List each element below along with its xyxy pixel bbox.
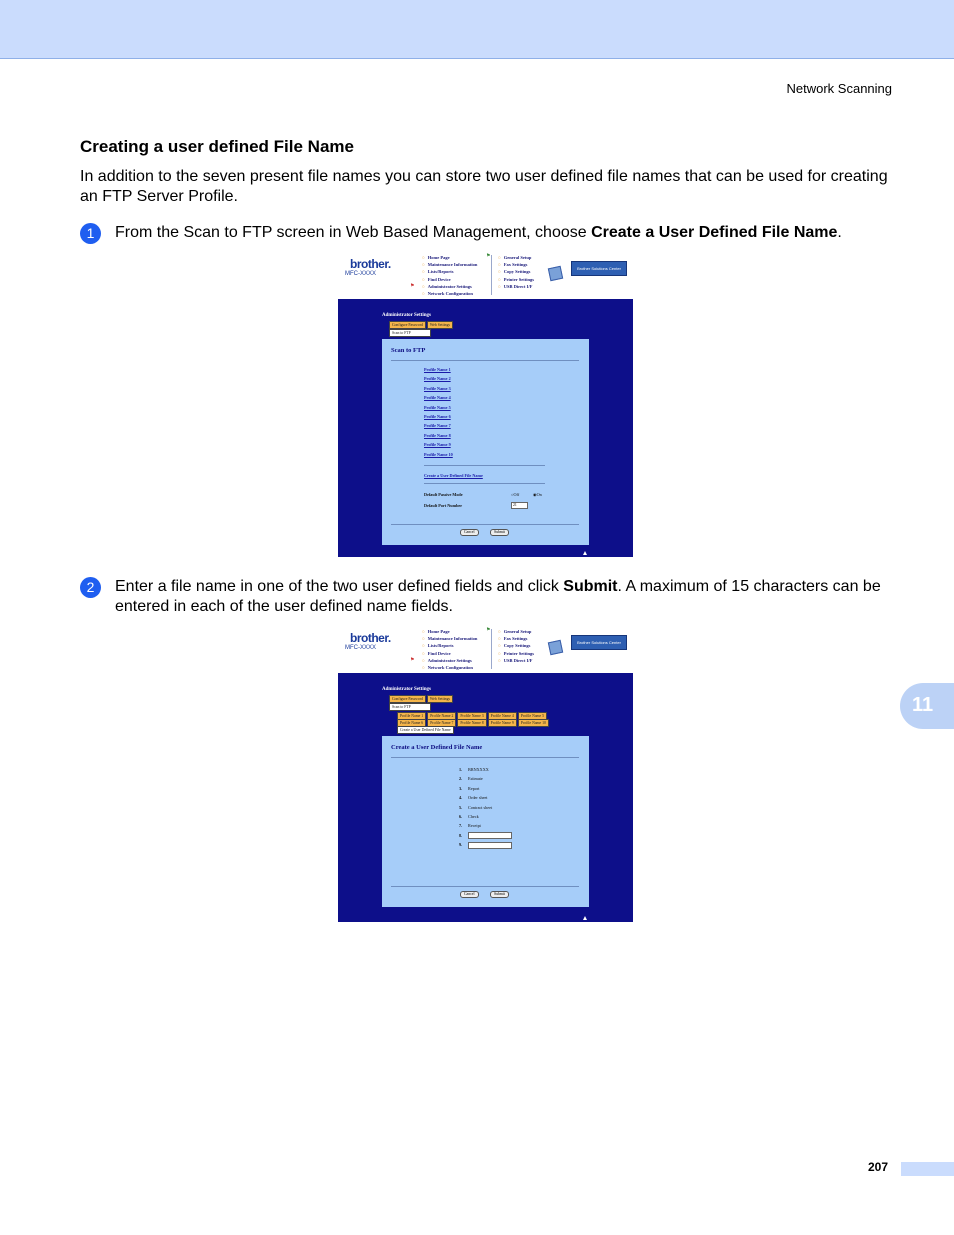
menu-home-page[interactable]: ○ Home Page bbox=[422, 628, 477, 635]
divider bbox=[391, 886, 579, 887]
menu-find-device[interactable]: ○ Find Device bbox=[422, 276, 477, 283]
menu-fax-settings[interactable]: ○ Fax Settings bbox=[498, 261, 534, 268]
main-menu-right bbox=[498, 628, 534, 664]
divider bbox=[391, 524, 579, 525]
menu-lists-reports[interactable]: ○ Lists/Reports bbox=[422, 642, 477, 649]
section-heading: Creating a user defined File Name bbox=[80, 137, 354, 156]
submit-button[interactable]: Submit bbox=[490, 529, 509, 536]
profile-tab[interactable]: Profile Name 5 bbox=[518, 712, 547, 720]
profile-tab[interactable]: Profile Name 3 bbox=[457, 712, 486, 720]
menu-copy-settings[interactable]: ○ Copy Settings bbox=[498, 642, 534, 649]
help-book-icon[interactable] bbox=[548, 640, 563, 655]
profile-link[interactable]: Profile Name 7 bbox=[424, 423, 451, 429]
profile-link[interactable]: Profile Name 8 bbox=[424, 432, 451, 438]
panel-title: Scan to FTP bbox=[391, 347, 426, 354]
menu-maintenance-information[interactable]: ○ Maintenance Information bbox=[422, 261, 477, 268]
step-text: Enter a file name in one of the two user defined fields and click Submit. A maximum of 15 characters can be entered in each of the user defined name fields. bbox=[115, 578, 881, 615]
profile-link[interactable]: Profile Name 2 bbox=[424, 376, 451, 382]
port-number-input[interactable]: 21 bbox=[511, 502, 528, 509]
scroll-top-icon[interactable] bbox=[583, 551, 587, 555]
model-name: MFC-XXXX bbox=[345, 645, 377, 651]
page-number-bar bbox=[901, 1162, 954, 1176]
scan-to-ftp-panel bbox=[382, 339, 589, 545]
menu-divider bbox=[491, 255, 492, 295]
file-name-row: 3. Report bbox=[459, 785, 480, 791]
profile-tab[interactable]: Profile Name 7 bbox=[427, 719, 456, 727]
divider bbox=[424, 465, 545, 466]
flag-icon: ⚑ bbox=[486, 628, 491, 633]
profile-tab[interactable]: Profile Name 2 bbox=[427, 712, 456, 720]
profile-tab[interactable]: Profile Name 9 bbox=[488, 719, 517, 727]
tab-create-user-defined-file-name[interactable]: Create a User Defined File Name bbox=[397, 726, 454, 734]
intro-paragraph: In addition to the seven present file names you can store two user defined file names that can be used for creating an FTP Server Profile. bbox=[80, 168, 888, 205]
profile-link[interactable]: Profile Name 3 bbox=[424, 385, 451, 391]
main-menu-left bbox=[422, 254, 477, 297]
solutions-center-button[interactable]: Brother Solutions Center bbox=[571, 635, 627, 650]
menu-network-configuration[interactable]: ○ Network Configuration bbox=[422, 290, 477, 297]
passive-on-radio[interactable]: ◉On bbox=[533, 492, 542, 497]
chapter-tab: 11 bbox=[900, 683, 954, 729]
profile-link[interactable]: Profile Name 10 bbox=[424, 451, 453, 457]
divider bbox=[424, 483, 545, 484]
main-menu-left bbox=[422, 628, 477, 671]
flag-icon: ⚑ bbox=[410, 658, 415, 663]
web-ui-content bbox=[338, 673, 633, 922]
menu-usb-direct[interactable]: ○ USB Direct I/F bbox=[498, 283, 534, 290]
admin-settings-title: Administrator Settings bbox=[382, 687, 431, 692]
admin-tabs bbox=[389, 321, 454, 329]
profile-tab[interactable]: Profile Name 4 bbox=[488, 712, 517, 720]
menu-copy-settings[interactable]: ○ Copy Settings bbox=[498, 268, 534, 275]
menu-divider bbox=[491, 629, 492, 669]
passive-off-radio[interactable]: ○Off bbox=[511, 492, 520, 497]
brother-logo: brother. bbox=[350, 631, 391, 645]
cancel-button[interactable]: Cancel bbox=[460, 891, 479, 898]
divider bbox=[391, 360, 579, 361]
menu-maintenance-information[interactable]: ○ Maintenance Information bbox=[422, 635, 477, 642]
file-name-row: 4. Order sheet bbox=[459, 795, 488, 801]
menu-usb-direct[interactable]: ○ USB Direct I/F bbox=[498, 657, 534, 664]
menu-printer-settings[interactable]: ○ Printer Settings bbox=[498, 650, 534, 657]
profile-link[interactable]: Profile Name 4 bbox=[424, 395, 451, 401]
web-ui-header bbox=[338, 627, 633, 673]
step-number-badge: 1 bbox=[80, 223, 101, 244]
page-number: 207 bbox=[868, 1160, 889, 1174]
menu-fax-settings[interactable]: ○ Fax Settings bbox=[498, 635, 534, 642]
tab-web-settings[interactable]: Web Settings bbox=[427, 695, 453, 703]
profile-link[interactable]: Profile Name 6 bbox=[424, 414, 451, 420]
file-name-row: 2. Estimate bbox=[459, 776, 483, 782]
step-2 bbox=[80, 577, 910, 617]
file-name-list bbox=[459, 765, 512, 850]
cancel-button[interactable]: Cancel bbox=[460, 529, 479, 536]
menu-administrator-settings[interactable]: ○ Administrator Settings bbox=[422, 283, 477, 290]
menu-find-device[interactable]: ○ Find Device bbox=[422, 650, 477, 657]
web-ui-header bbox=[338, 253, 633, 299]
divider bbox=[391, 757, 579, 758]
web-ui-content bbox=[338, 299, 633, 557]
profile-link[interactable]: Profile Name 5 bbox=[424, 404, 451, 410]
passive-mode-label: Default Passive Mode bbox=[424, 492, 463, 497]
user-defined-row-9: 9. bbox=[459, 840, 512, 849]
port-number-label: Default Port Number bbox=[424, 503, 463, 508]
menu-lists-reports[interactable]: ○ Lists/Reports bbox=[422, 268, 477, 275]
menu-administrator-settings[interactable]: ○ Administrator Settings bbox=[422, 657, 477, 664]
tab-web-settings[interactable]: Web Settings bbox=[427, 321, 453, 329]
help-book-icon[interactable] bbox=[548, 266, 563, 281]
admin-settings-title: Administrator Settings bbox=[382, 313, 431, 318]
file-name-row: 7. Receipt bbox=[459, 823, 481, 829]
web-ui-screenshot-user-defined-name bbox=[338, 627, 633, 922]
web-ui-screenshot-scan-to-ftp bbox=[338, 253, 633, 557]
profile-tab[interactable]: Profile Name 1 bbox=[397, 712, 426, 720]
step-1 bbox=[80, 223, 910, 243]
step-text: From the Scan to FTP screen in Web Based Management, choose Create a User Defined File Name. bbox=[115, 224, 842, 241]
user-defined-name-panel bbox=[382, 736, 589, 907]
file-name-row: 5. Contract sheet bbox=[459, 804, 493, 810]
tab-configure-password[interactable]: Configure Password bbox=[389, 321, 426, 329]
admin-tabs bbox=[389, 695, 454, 703]
profile-tab[interactable]: Profile Name 6 bbox=[397, 719, 426, 727]
user-defined-row-8: 8. bbox=[459, 831, 512, 840]
profile-list bbox=[424, 365, 453, 459]
tab-scan-to-ftp[interactable]: Scan to FTP bbox=[389, 329, 431, 337]
scroll-top-icon[interactable] bbox=[583, 916, 587, 920]
user-defined-name-input-9[interactable] bbox=[468, 842, 512, 849]
menu-general-setup[interactable]: ○ General Setup bbox=[498, 628, 534, 635]
profile-tab[interactable]: Profile Name 8 bbox=[457, 719, 486, 727]
create-user-defined-file-name-link[interactable]: Create a User Defined File Name bbox=[424, 473, 483, 478]
tab-configure-password[interactable]: Configure Password bbox=[389, 695, 426, 703]
file-name-row: 1. BRNXXXX bbox=[459, 767, 489, 772]
flag-icon: ⚑ bbox=[486, 254, 491, 259]
profile-tab[interactable]: Profile Name 10 bbox=[518, 719, 549, 727]
brother-logo: brother. bbox=[350, 257, 391, 271]
model-name: MFC-XXXX bbox=[345, 271, 377, 277]
menu-network-configuration[interactable]: ○ Network Configuration bbox=[422, 664, 477, 671]
running-header: Network Scanning bbox=[786, 81, 892, 96]
submit-button[interactable]: Submit bbox=[490, 891, 509, 898]
file-name-row: 6. Check bbox=[459, 814, 479, 820]
menu-printer-settings[interactable]: ○ Printer Settings bbox=[498, 276, 534, 283]
flag-icon: ⚑ bbox=[410, 284, 415, 289]
profile-link[interactable]: Profile Name 9 bbox=[424, 442, 451, 448]
panel-title: Create a User Defined File Name bbox=[391, 744, 483, 751]
solutions-center-button[interactable]: Brother Solutions Center bbox=[571, 261, 627, 276]
menu-home-page[interactable]: ○ Home Page bbox=[422, 254, 477, 261]
top-band bbox=[0, 0, 954, 59]
main-menu-right bbox=[498, 254, 534, 290]
user-defined-name-input-8[interactable] bbox=[468, 832, 512, 839]
profile-link[interactable]: Profile Name 1 bbox=[424, 367, 451, 372]
tab-scan-to-ftp[interactable]: Scan to FTP bbox=[389, 703, 431, 711]
menu-general-setup[interactable]: ○ General Setup bbox=[498, 254, 534, 261]
step-number-badge: 2 bbox=[80, 577, 101, 598]
